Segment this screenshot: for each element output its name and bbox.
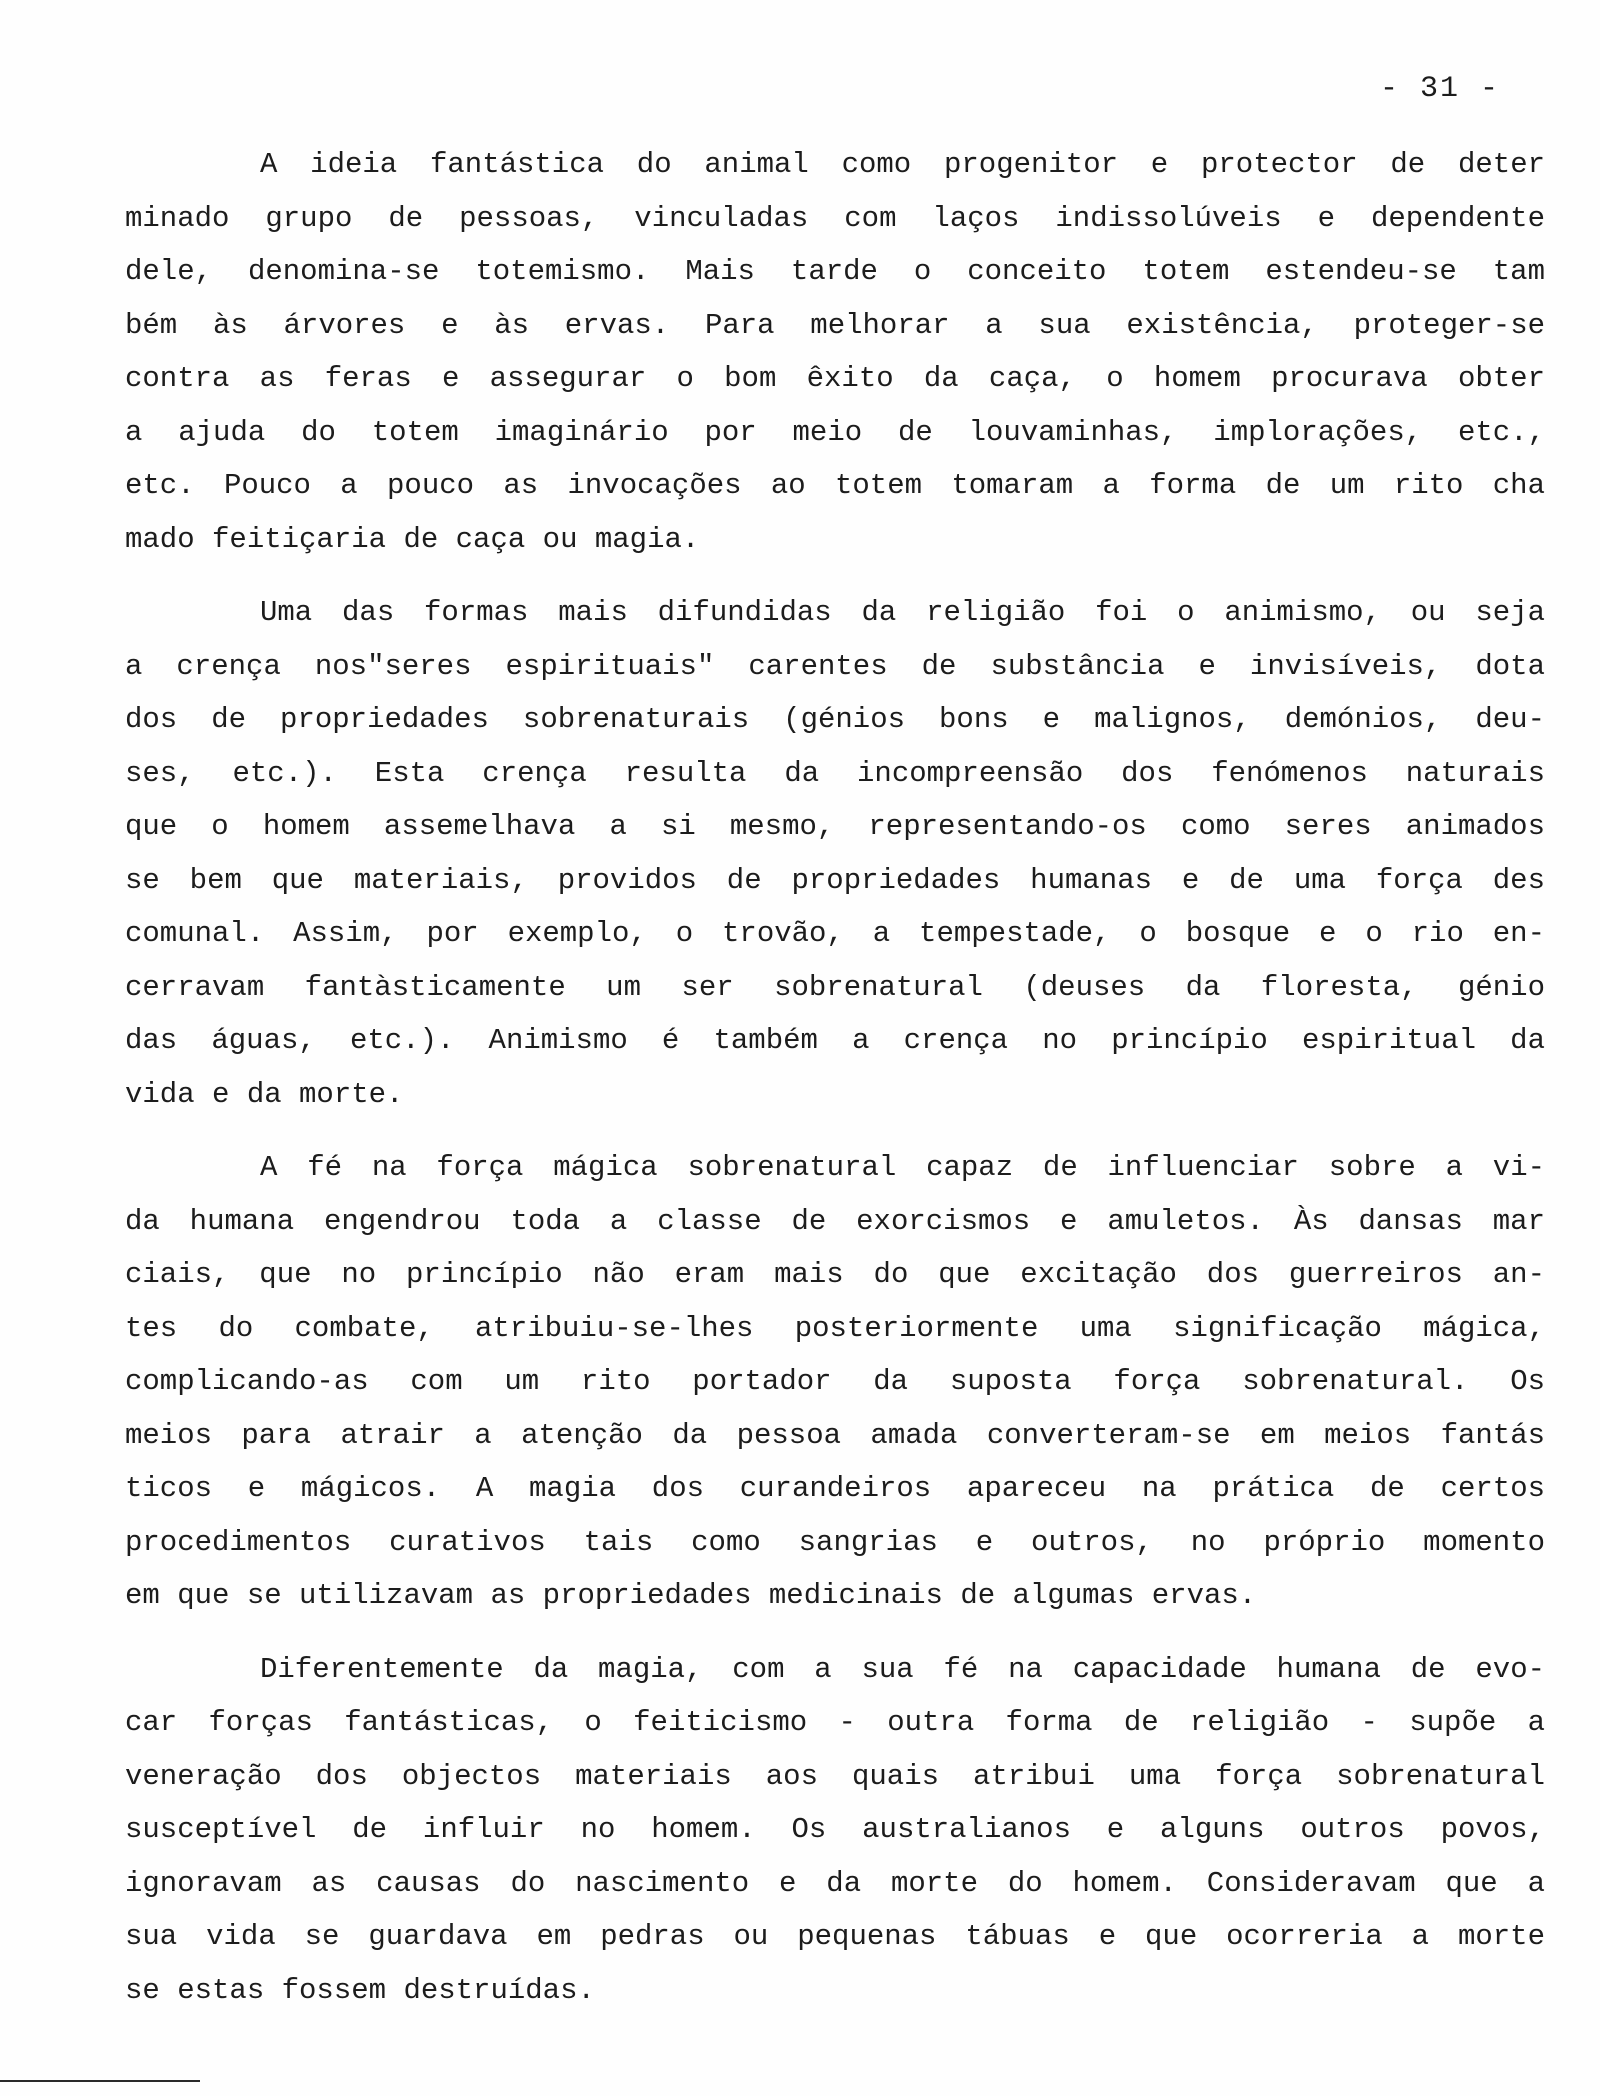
text-line: A ideia fantástica do animal como progenitor e protector de deter (260, 148, 1545, 181)
text-line: se estas fossem destruídas. (125, 1973, 595, 2007)
text-line: comunal. Assim, por exemplo, o trovão, a tempestade, o bosque e o rio en- (125, 917, 1545, 950)
text-line: Diferentemente da magia, com a sua fé na capacidade humana de evo- (260, 1652, 1545, 1686)
text-line: se bem que materiais, providos de propriedades humanas e de uma força des (125, 863, 1545, 897)
paragraph-feiticismo (125, 1643, 1545, 2018)
text-line: etc. Pouco a pouco as invocações ao totem tomaram a forma de um rito cha (125, 469, 1545, 502)
text-line: car forças fantásticas, o feiticismo - outra forma de religião - supõe a (125, 1706, 1545, 1739)
text-line: tes do combate, atribuiu-se-lhes posteriormente uma significação mágica, (125, 1311, 1545, 1345)
text-line: ticos e mágicos. A magia dos curandeiros apareceu na prática de certos (125, 1472, 1545, 1505)
text-line: em que se utilizavam as propriedades medicinais de algumas ervas. (125, 1579, 1257, 1612)
text-line: sua vida se guardava em pedras ou pequenas tábuas e que ocorreria a morte (125, 1920, 1545, 1953)
text-line: meios para atrair a atenção da pessoa amada converteram-se em meios fantás (125, 1418, 1545, 1452)
paragraph-totemismo (125, 138, 1545, 566)
text-line: mado feitiçaria de caça ou magia. (125, 522, 700, 556)
body-text (125, 138, 1545, 2037)
text-line: Uma das formas mais difundidas da religião foi o animismo, ou seja (260, 596, 1545, 629)
paragraph-animismo (125, 586, 1545, 1121)
text-line: bém às árvores e às ervas. Para melhorar a sua existência, proteger-se (125, 308, 1545, 342)
text-line: veneração dos objectos materiais aos quais atribui uma força sobrenatural (125, 1759, 1545, 1793)
text-line: dele, denomina-se totemismo. Mais tarde o conceito totem estendeu-se tam (125, 255, 1545, 288)
text-line: a ajuda do totem imaginário por meio de louvaminhas, implorações, etc., (125, 415, 1545, 449)
text-line: dos de propriedades sobrenaturais (génios bons e malignos, demónios, deu- (125, 703, 1545, 736)
text-line: vida e da morte. (125, 1077, 404, 1111)
text-line: susceptível de influir no homem. Os australianos e alguns outros povos, (125, 1813, 1545, 1846)
text-line: A fé na força mágica sobrenatural capaz de influenciar sobre a vi- (260, 1151, 1545, 1184)
text-line: procedimentos curativos tais como sangrias e outros, no próprio momento (125, 1525, 1545, 1559)
text-line: complicando-as com um rito portador da suposta força sobrenatural. Os (125, 1365, 1545, 1398)
text-line: das águas, etc.). Animismo é também a crença no princípio espiritual da (125, 1024, 1545, 1057)
footer-rule (0, 2080, 200, 2082)
text-line: a crença nos"seres espirituais" carentes de substância e invisíveis, dota (125, 649, 1545, 683)
text-line: que o homem assemelhava a si mesmo, representando-os como seres animados (125, 810, 1545, 843)
text-line: contra as feras e assegurar o bom êxito da caça, o homem procurava obter (125, 362, 1545, 395)
text-line: ses, etc.). Esta crença resulta da incompreensão dos fenómenos naturais (125, 756, 1545, 790)
text-line: cerravam fantàsticamente um ser sobrenatural (deuses da floresta, génio (125, 970, 1545, 1004)
text-line: ciais, que no princípio não eram mais do que excitação dos guerreiros an- (125, 1258, 1545, 1291)
text-line: minado grupo de pessoas, vinculadas com laços indissolúveis e dependente (125, 201, 1545, 235)
paragraph-magia (125, 1141, 1545, 1623)
text-line: da humana engendrou toda a classe de exorcismos e amuletos. Às dansas mar (125, 1204, 1545, 1238)
text-line: ignoravam as causas do nascimento e da morte do homem. Consideravam que a (125, 1866, 1545, 1900)
page-number: - 31 - (1380, 72, 1501, 106)
